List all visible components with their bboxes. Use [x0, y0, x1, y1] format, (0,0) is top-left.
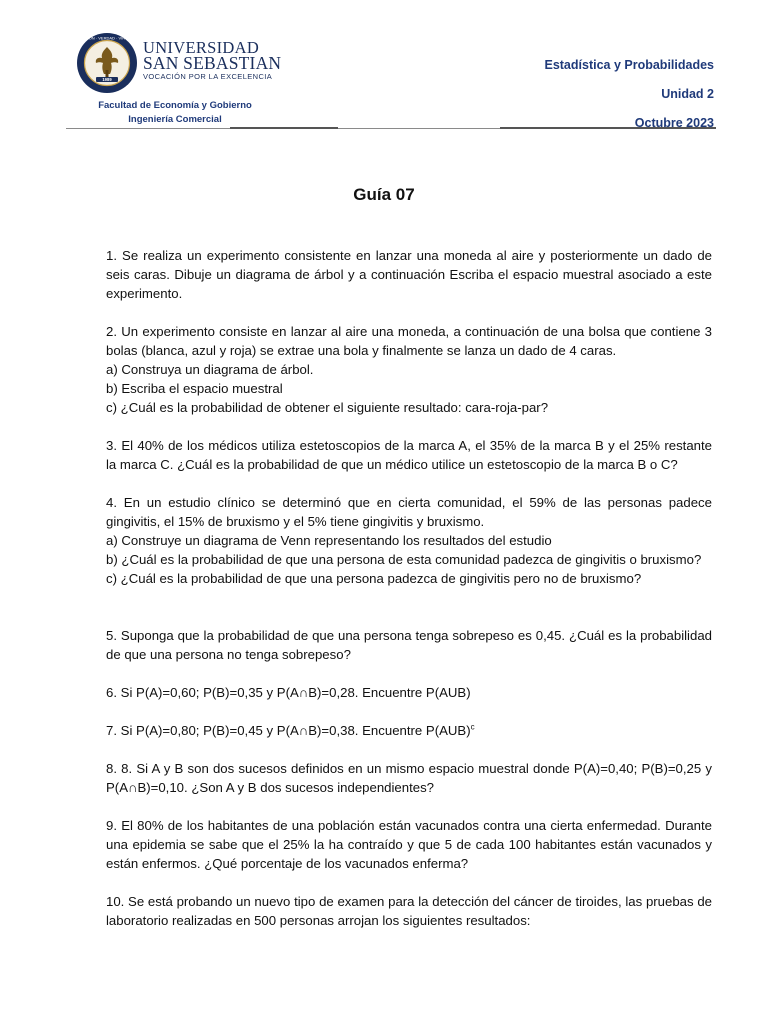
question-text: 5. Suponga que la probabilidad de que una persona tenga sobrepeso es 0,45. ¿Cuál es la probabilidad de que una persona no tenga sobrepeso?	[106, 628, 712, 662]
unit-label: Unidad 2	[661, 87, 714, 101]
career-name: Ingeniería Comercial	[128, 114, 222, 125]
course-meta	[544, 56, 714, 143]
question-8	[106, 759, 712, 797]
question-subitem: c) ¿Cuál es la probabilidad de obtener el siguiente resultado: cara-roja-par?	[106, 400, 549, 415]
course-name: Estadística y Probabilidades	[544, 58, 714, 72]
question-7	[106, 721, 712, 740]
question-6	[106, 683, 712, 702]
question-subitem: b) ¿Cuál es la probabilidad de que una persona de esta comunidad padezca de gingivitis o bruxismo?	[106, 552, 702, 567]
svg-text:RAZÓN · VERDAD · VIRTUD: RAZÓN · VERDAD · VIRTUD	[80, 35, 134, 41]
question-1	[106, 246, 712, 303]
question-text: 3. El 40% de los médicos utiliza estetoscopios de la marca A, el 35% de la marca B y el 25% restante la marca C. ¿Cuál es la probabilidad de que un médico utilice un estetoscopio de la marca B o C?	[106, 438, 712, 472]
question-subitem: a) Construye un diagrama de Venn representando los resultados del estudio	[106, 533, 552, 548]
date-label: Octubre 2023	[634, 116, 714, 130]
question-4	[106, 493, 712, 588]
question-list	[106, 246, 712, 949]
svg-text:1989: 1989	[102, 77, 112, 82]
question-text: 1. Se realiza un experimento consistente en lanzar una moneda al aire y posteriormente un dado de seis caras. Dibuje un diagrama de árbol y a continuación Escriba el espacio muestral asociado a este experimento.	[106, 248, 712, 301]
question-text: 7. Si P(A)=0,80; P(B)=0,45 y P(A∩B)=0,38. Encuentre P(AUB)	[106, 723, 471, 738]
university-line2: SAN SEBASTIAN	[143, 53, 282, 73]
question-text-wrapper	[106, 721, 712, 740]
question-10	[106, 892, 712, 930]
question-text: 9. El 80% de los habitantes de una población están vacunados contra una cierta enfermedad. Durante una epidemia se sabe que el 25% la ha contraído y que 5 de cada 100 habitantes están vacunados y están enfermos. ¿Qué porcentaje de los vacunados enferma?	[106, 818, 712, 871]
university-seal-icon	[76, 32, 138, 94]
university-motto: VOCACIÓN POR LA EXCELENCIA	[143, 72, 273, 81]
question-text: 10. Se está probando un nuevo tipo de examen para la detección del cáncer de tiroides, las pruebas de laboratorio realizadas en 500 personas arrojan los siguientes resultados:	[106, 894, 712, 928]
question-5	[106, 626, 712, 664]
question-subitem: a) Construya un diagrama de árbol.	[106, 362, 314, 377]
page-header	[0, 0, 768, 135]
header-divider-accent	[230, 127, 338, 129]
question-text: 6. Si P(A)=0,60; P(B)=0,35 y P(A∩B)=0,28. Encuentre P(AUB)	[106, 685, 471, 700]
faculty-name: Facultad de Economía y Gobierno	[98, 100, 252, 111]
university-logo	[76, 32, 286, 94]
question-9	[106, 816, 712, 873]
question-3	[106, 436, 712, 474]
university-line1: UNIVERSIDAD	[143, 38, 260, 57]
question-subitem: b) Escriba el espacio muestral	[106, 381, 283, 396]
complement-superscript: c	[470, 722, 475, 732]
question-text: 8. 8. Si A y B son dos sucesos definidos en un mismo espacio muestral donde P(A)=0,40; P(B)=0,25 y P(A∩B)=0,10. ¿Son A y B dos sucesos independientes?	[106, 761, 712, 795]
question-text: 2. Un experimento consiste en lanzar al aire una moneda, a continuación de una bolsa que contiene 3 bolas (blanca, azul y roja) se extrae una bola y finalmente se lanza un dado de 4 caras.	[106, 324, 712, 358]
question-text: 4. En un estudio clínico se determinó que en cierta comunidad, el 59% de las personas padece gingivitis, el 15% de bruxismo y el 5% tiene gingivitis y bruxismo.	[106, 495, 712, 529]
question-2	[106, 322, 712, 417]
header-divider-accent	[500, 127, 716, 129]
question-subitem: c) ¿Cuál es la probabilidad de que una persona padezca de gingivitis pero no de bruxismo?	[106, 571, 642, 586]
faculty-block	[80, 99, 270, 127]
page-title: Guía 07	[353, 185, 415, 204]
university-name	[143, 40, 281, 82]
